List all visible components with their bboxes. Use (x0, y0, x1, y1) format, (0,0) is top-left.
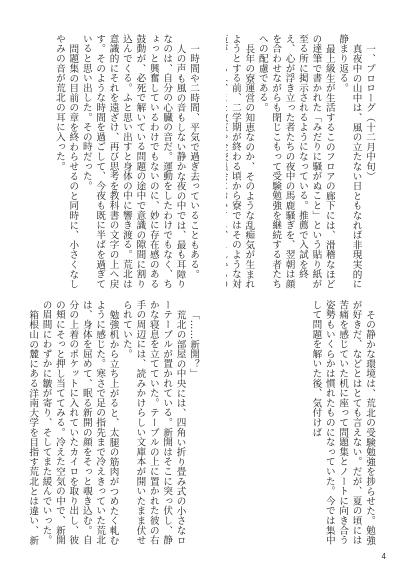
upper-right-column (226, 34, 376, 294)
chapter-heading: 一、プロローグ（十二月中旬） (364, 43, 375, 181)
paragraph: 問題集の目前の章を終わらせるのと同時に、小さくなしやみの音が荒北の耳に入った。 (53, 34, 79, 289)
paragraph: 人の声も風の音もしない静かな夜の中では、最も耳障りなのは、自分の心臓の音だ。運動をしたわけでもなく、ちょっと興奮しているわけでもないのに、妙に存在感のある鼓動が、必死で解いている問題の途中で意識の隙間に割り込んでくる。ふと思い出すと身体の中に響き渡る。荒北は意識的にそれを遠ざけ、再び思考を教科書の文字の上へ戻す。そのような時間を過ごして、今夜も既に半ばを過ぎていると思い出した。その時だった。 (80, 34, 186, 289)
page-number: 4 (381, 552, 386, 561)
paragraph: 「……新開？」 (188, 309, 199, 379)
paragraph: 真夜中の山中は、風の立たない日ともなれば非現実的に静まり返る。 (337, 34, 362, 289)
paragraph: 一時間や二時間、平気で過ぎ去っていることもある。 (188, 43, 199, 279)
paragraph: 箱根山の麓にある洋南大学を目指す荒北とは違い、新 (27, 309, 39, 545)
paragraph: その静かな環境は、荒北の受験勉強を捗らせた。勉強が好きだ、などとはとても言えない。だが、夏の頃には苦痛を感じていた机に座って問題集とノートに向き合う姿勢もいくらかは慣れたものになっていた。今では集中して問題を解いた後、気付けば (310, 300, 375, 545)
paragraph: 荒北の部屋の中央には、四角い折り畳み式の小さなローテーブルが置かれている。新開はそこに突っ伏し、静かな寝息を立てていた。テーブルの上に置かれた彼の右手の周辺には、読みかけらしい文庫本が開いたまま伏せられていた。 (120, 300, 186, 545)
upper-left-column (25, 34, 200, 294)
lower-right-column (226, 300, 376, 545)
lower-left-column (25, 300, 200, 545)
paragraph: 長年の寮運営の知恵なのか、そのような乱痴気が生まれようとする前、二学期が終わる頃から寮ではそのような対 (229, 34, 255, 289)
paragraph: 勉強机から立ち上がると、太腿の筋肉がつめたく軋むように感じた。寒さで足の指先まで冷えきっていた荒北は、身体を屈めて、眠る新開の顔をそっと覗き込む。自分の上着のポケットに入れていたカイロを取り出し、彼の頬にそっと押し当ててみる。冷えた空気の中で、新開の眉間にわずかに皺が寄り、そしてまた緩んでいった。 (40, 300, 119, 545)
paragraph: 最上級生が生活するこのフロアの廊下には、滑稽なほどの達筆で書かれた「みだりに騒がぬこと」という貼り紙が至る所に掲示されるようになっている。推薦で入試を終え、心が浮き立った者たちの夜中の馬鹿騒ぎを、翌朝は顔を合わせながらも閉じこもって受験勉強を継続する者たちへの配慮である。 (256, 34, 335, 289)
